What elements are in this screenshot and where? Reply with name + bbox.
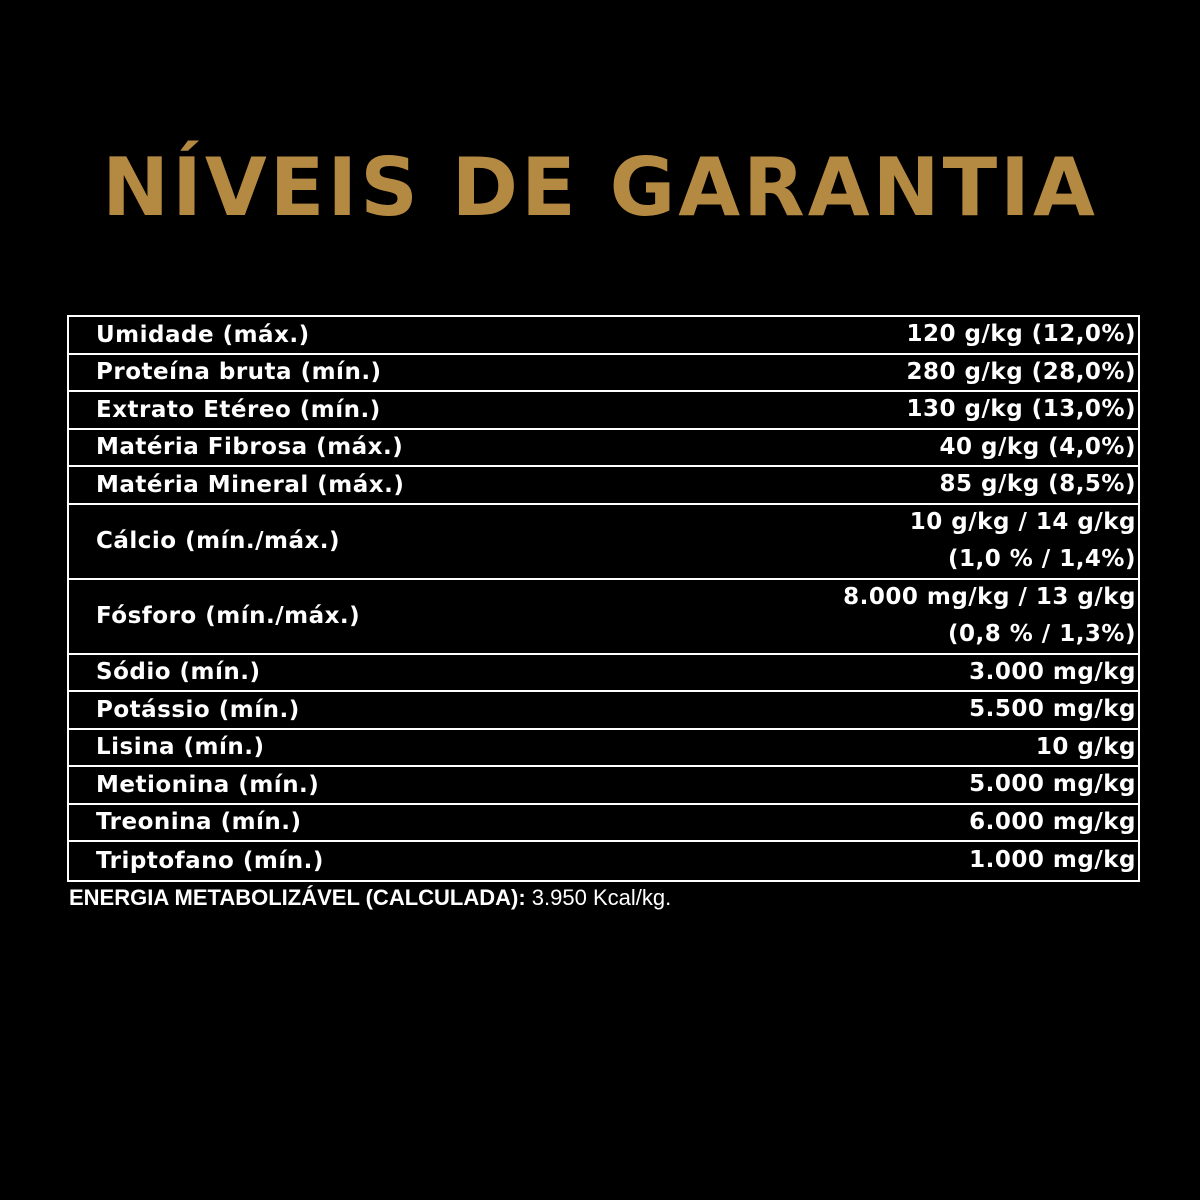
page-title: NÍVEIS DE GARANTIA [102,141,1098,234]
table-row [69,392,1138,430]
table-row [69,842,1138,880]
row-value-line: 8.000 mg/kg / 13 g/kg [843,584,1136,610]
table-row [69,767,1138,805]
row-value [843,579,1136,653]
table-row [69,805,1138,843]
table-row [69,655,1138,693]
row-value-line: 10 g/kg / 14 g/kg [909,509,1136,535]
row-value: 280 g/kg (28,0%) [906,358,1136,385]
row-label: Extrato Etéreo (mín.) [96,396,381,423]
guarantee-table [67,315,1140,882]
row-value [910,504,1136,578]
row-value: 40 g/kg (4,0%) [939,433,1136,460]
row-value: 3.000 mg/kg [969,658,1136,685]
energy-label: ENERGIA METABOLIZÁVEL (CALCULADA): [69,885,526,910]
row-label: Treonina (mín.) [96,809,302,836]
table-row [69,580,1138,655]
row-label: Matéria Fibrosa (máx.) [96,434,404,461]
table-row [69,692,1138,730]
row-label: Sódio (mín.) [96,659,261,686]
row-value: 6.000 mg/kg [969,808,1136,835]
row-value: 1.000 mg/kg [969,847,1136,874]
row-label: Triptofano (mín.) [96,847,324,874]
row-value-line: (0,8 % / 1,3%) [947,621,1136,647]
row-label: Lisina (mín.) [96,734,265,761]
row-value: 120 g/kg (12,0%) [906,321,1136,348]
row-value: 10 g/kg [1035,733,1136,760]
table-row [69,730,1138,768]
table-row [69,467,1138,505]
row-label: Cálcio (mín./máx.) [96,528,341,554]
row-label: Potássio (mín.) [96,696,300,723]
energy-value: 3.950 Kcal/kg. [525,885,672,910]
row-label: Fósforo (mín./máx.) [96,603,361,629]
row-value: 5.500 mg/kg [969,696,1136,723]
row-label: Umidade (máx.) [96,321,310,348]
row-label: Metionina (mín.) [96,771,320,798]
energy-footer [69,885,671,911]
row-label: Matéria Mineral (máx.) [96,471,405,498]
row-value-line: (1,0 % / 1,4%) [947,546,1136,572]
row-value: 5.000 mg/kg [969,771,1136,798]
row-value: 130 g/kg (13,0%) [906,396,1136,423]
table-row [69,430,1138,468]
row-label: Proteína bruta (mín.) [96,359,382,386]
table-row [69,505,1138,580]
table-row [69,355,1138,393]
row-value: 85 g/kg (8,5%) [939,471,1136,498]
table-row [69,317,1138,355]
